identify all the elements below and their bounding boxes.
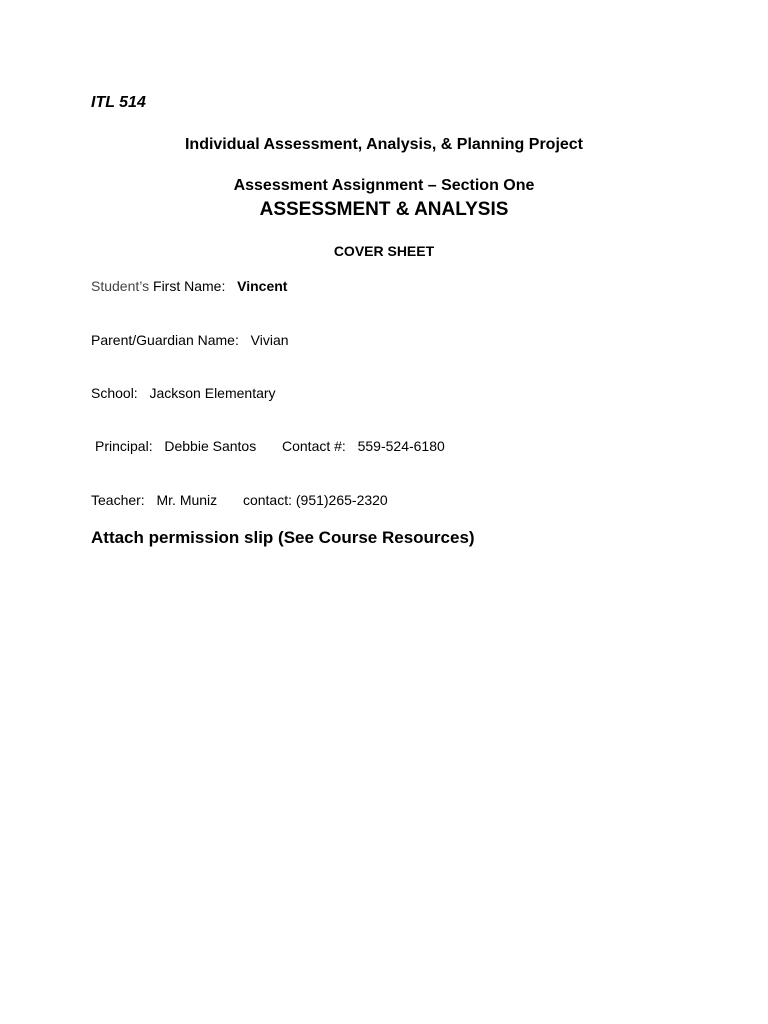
project-title: Individual Assessment, Analysis, & Planning Project bbox=[184, 136, 584, 153]
school-value: Jackson Elementary bbox=[149, 385, 276, 401]
attach-permission-note: Attach permission slip (See Course Resources) bbox=[91, 528, 475, 547]
parent-label: Parent/Guardian Name: bbox=[91, 332, 239, 348]
student-label-possessive: Student’s bbox=[91, 278, 150, 294]
teacher-value: Mr. Muniz bbox=[156, 492, 218, 508]
assignment-title: Assessment Assignment – Section One bbox=[233, 177, 535, 194]
principal-field bbox=[95, 439, 445, 453]
parent-name-field bbox=[91, 333, 289, 347]
student-name-field bbox=[91, 279, 287, 293]
school-label: School: bbox=[91, 385, 138, 401]
section-title: ASSESSMENT & ANALYSIS bbox=[259, 199, 509, 220]
course-code: ITL 514 bbox=[91, 94, 146, 111]
student-name-value: Vincent bbox=[237, 278, 288, 294]
teacher-label: Teacher: bbox=[91, 492, 145, 508]
parent-name-value: Vivian bbox=[250, 332, 289, 348]
principal-contact-label: Contact #: bbox=[282, 438, 346, 454]
school-field bbox=[91, 386, 276, 400]
principal-contact-value: 559-524-6180 bbox=[357, 438, 445, 454]
principal-value: Debbie Santos bbox=[164, 438, 257, 454]
cover-sheet-label: COVER SHEET bbox=[333, 243, 435, 259]
teacher-field bbox=[91, 493, 388, 507]
principal-label: Principal: bbox=[95, 438, 153, 454]
teacher-contact-value: (951)265-2320 bbox=[295, 492, 388, 508]
teacher-contact-label: contact: bbox=[242, 492, 292, 508]
student-label-rest: First Name: bbox=[149, 278, 226, 294]
